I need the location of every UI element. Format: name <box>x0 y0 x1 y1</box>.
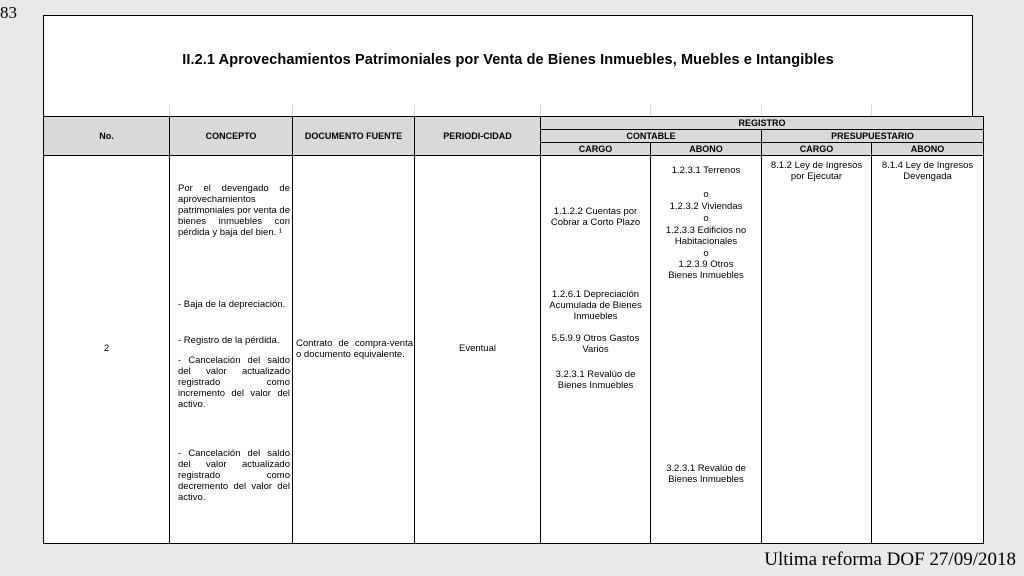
header-no: No. <box>44 117 170 156</box>
abono-or-3: o <box>703 248 709 259</box>
header-periodicidad: PERIODI-CIDAD <box>415 117 541 156</box>
table-row <box>44 156 984 544</box>
header-presupuestario-cargo: CARGO <box>762 143 872 156</box>
page-number: 83 <box>0 3 17 22</box>
spacer-divider <box>761 104 762 116</box>
header-contable: CONTABLE <box>541 130 762 143</box>
cargo-depreciacion-acumulada: 1.2.6.1 Depreciación Acumulada de Bienes Inmuebles <box>549 289 642 322</box>
contable-cargo-cell <box>541 156 651 544</box>
concepto-cancelacion-incremento: - Cancelación del saldo del valor actualizado registrado como incremento del valor del activo. <box>178 355 290 410</box>
header-row-registro <box>44 117 984 130</box>
concepto-registro-perdida: - Registro de la pérdida. <box>178 335 280 346</box>
header-documento-fuente: DOCUMENTO FUENTE <box>293 117 415 156</box>
abono-viviendas: 1.2.3.2 Viviendas <box>669 201 743 212</box>
title-box <box>43 15 973 105</box>
accounting-table <box>43 116 984 544</box>
documento-fuente-cell <box>293 156 415 544</box>
contable-abono-cell <box>651 156 762 544</box>
cargo-otros-gastos: 5.5.9.9 Otros Gastos Varios <box>551 333 640 355</box>
spacer-divider <box>292 104 293 116</box>
header-presupuestario: PRESUPUESTARIO <box>762 130 984 143</box>
documento-fuente-text: Contrato de compra-venta o documento equivalente. <box>296 337 413 360</box>
concepto-baja-depreciacion: - Baja de la depreciación. <box>178 299 286 310</box>
header-concepto: CONCEPTO <box>170 117 293 156</box>
concepto-main: Por el devengado de aprovechamientos patrimoniales por venta de bienes inmuebles con pérdida y baja del bien. ¹ <box>178 183 290 238</box>
abono-otros-bienes: 1.2.3.9 Otros Bienes Inmuebles <box>668 259 744 281</box>
footer-reform-date: Ultima reforma DOF 27/09/2018 <box>764 549 1016 570</box>
header-presupuestario-abono: ABONO <box>872 143 984 156</box>
spacer-strip <box>43 104 973 116</box>
presupuestario-cargo-cell <box>762 156 872 544</box>
row-number: 2 <box>44 156 170 544</box>
cargo-cuentas-por-cobrar: 1.1.2.2 Cuentas por Cobrar a Corto Plazo <box>550 206 641 228</box>
spacer-divider <box>169 104 170 116</box>
spacer-divider <box>650 104 651 116</box>
presupuestario-cargo-text: 8.1.2 Ley de Ingresos por Ejecutar <box>770 160 863 182</box>
header-contable-abono: ABONO <box>651 143 762 156</box>
abono-revaluo: 3.2.3.1 Revalúo de Bienes Inmuebles <box>666 463 746 485</box>
abono-or-2: o <box>703 213 709 224</box>
spacer-divider <box>414 104 415 116</box>
presupuestario-abono-cell <box>872 156 984 544</box>
abono-terrenos: 1.2.3.1 Terrenos <box>671 165 741 176</box>
page-title: II.2.1 Aprovechamientos Patrimoniales por Venta de Bienes Inmuebles, Muebles e Intangibles <box>182 52 834 68</box>
concepto-cell <box>170 156 293 544</box>
concepto-cancelacion-decremento: - Cancelación del saldo del valor actualizado registrado como decremento del valor del activo. <box>178 448 290 503</box>
periodicidad-cell: Eventual <box>415 156 541 544</box>
spacer-divider <box>871 104 872 116</box>
spacer-divider <box>540 104 541 116</box>
cargo-revaluo: 3.2.3.1 Revalúo de Bienes Inmuebles <box>555 369 636 391</box>
header-registro: REGISTRO <box>541 117 984 130</box>
header-contable-cargo: CARGO <box>541 143 651 156</box>
abono-edificios: 1.2.3.3 Edificios no Habitacionales <box>665 225 747 247</box>
presupuestario-abono-text: 8.1.4 Ley de Ingresos Devengada <box>881 160 974 182</box>
abono-or-1: o <box>703 189 709 200</box>
